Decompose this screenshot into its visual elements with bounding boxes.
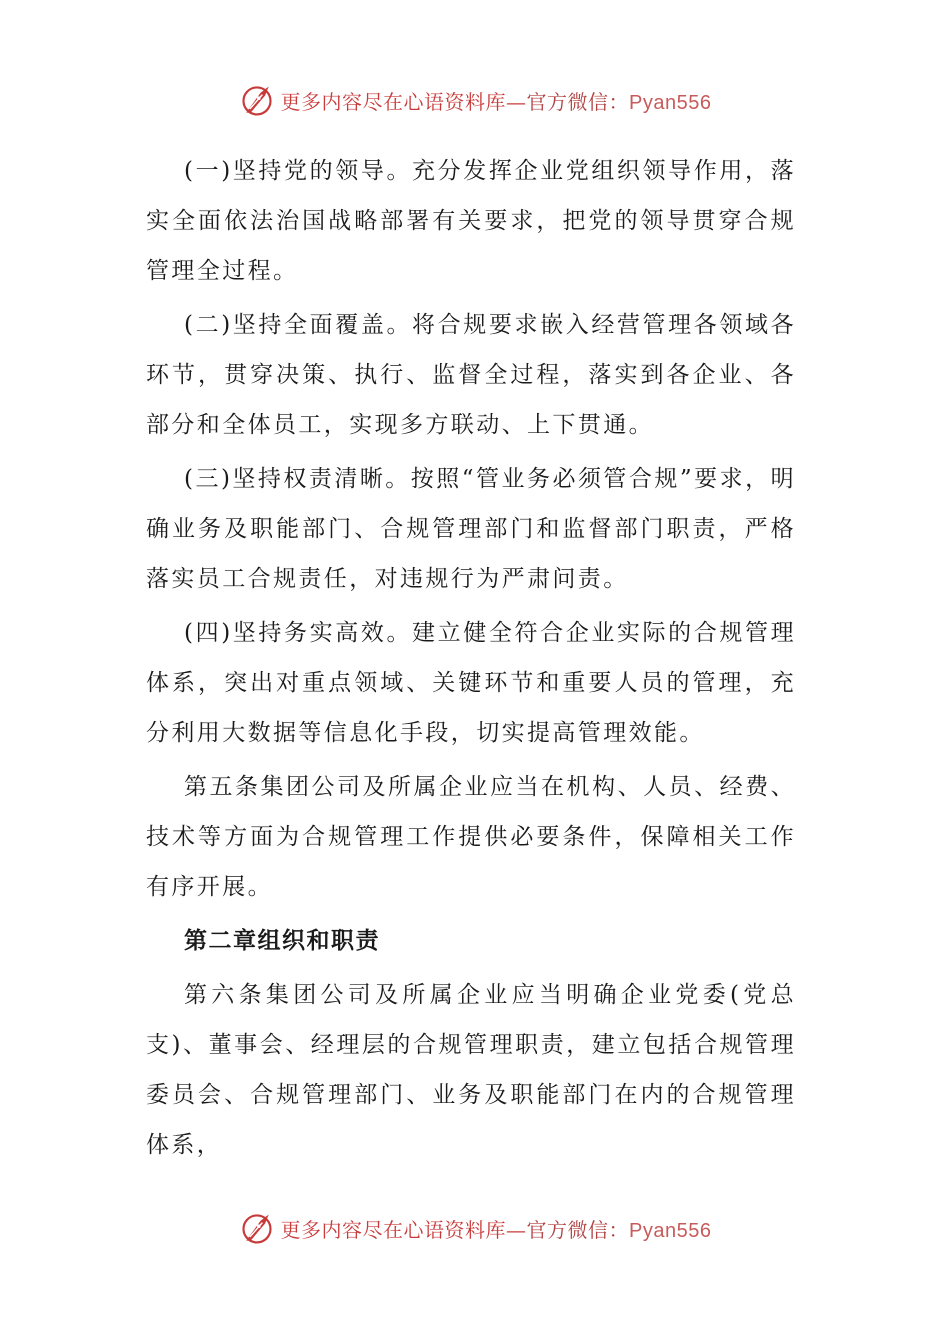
banner-content [239, 1210, 712, 1246]
paragraph-2: (二)坚持全面覆盖。将合规要求嵌入经营管理各领域各环节，贯穿决策、执行、监督全过程，落实到各企业、各部分和全体员工，实现多方联动、上下贯通。 [146, 312, 796, 438]
paragraph-5: 第五条集团公司及所属企业应当在机构、人员、经费、技术等方面为合规管理工作提供必要条件，保障相关工作有序开展。 [146, 774, 796, 900]
banner-dash: — [506, 89, 527, 114]
paragraph-3: (三)坚持权责清晰。按照“管业务必须管合规”要求，明确业务及职能部门、合规管理部门和监督部门职责，严格落实员工合规责任，对违规行为严肃问责。 [146, 466, 796, 592]
banner-wechat-id: Pyan556 [629, 91, 712, 114]
pen-nib-icon [239, 82, 275, 118]
banner-wechat-id: Pyan556 [629, 1219, 712, 1242]
footer-banner [0, 1210, 950, 1246]
pen-nib-icon [239, 1210, 275, 1246]
banner-main-text: 更多内容尽在心语资料库 [280, 1217, 507, 1242]
paragraph-4: (四)坚持务实高效。建立健全符合企业实际的合规管理体系，突出对重点领域、关键环节和重要人员的管理，充分利用大数据等信息化手段，切实提高管理效能。 [146, 620, 796, 746]
banner-content [239, 82, 712, 118]
banner-text [281, 1214, 712, 1243]
banner-wechat-label: 官方微信： [526, 89, 630, 114]
paragraph-1: (一)坚持党的领导。充分发挥企业党组织领导作用，落实全面依法治国战略部署有关要求，把党的领导贯穿合规管理全过程。 [146, 158, 796, 284]
header-banner [0, 82, 950, 118]
chapter-heading: 第二章组织和职责 [184, 928, 380, 954]
banner-text [281, 86, 712, 115]
paragraph-6: 第六条集团公司及所属企业应当明确企业党委(党总支)、董事会、经理层的合规管理职责，建立包括合规管理委员会、合规管理部门、业务及职能部门在内的合规管理体系， [146, 982, 796, 1158]
banner-dash: — [506, 1217, 527, 1242]
banner-main-text: 更多内容尽在心语资料库 [280, 89, 507, 114]
banner-wechat-label: 官方微信： [526, 1217, 630, 1242]
document-body [146, 146, 796, 1174]
